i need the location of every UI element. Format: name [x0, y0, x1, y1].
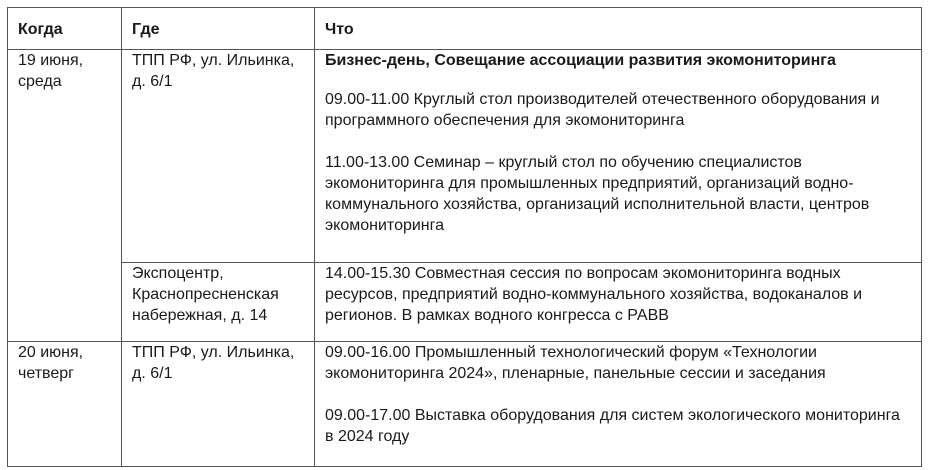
event-cell [315, 50, 922, 263]
header-row [8, 8, 922, 50]
header-what: Что [315, 8, 922, 50]
schedule-table [7, 7, 922, 467]
event-item: 09.00-17.00 Выставка оборудования для систем экологического мониторинга в 2024 году [325, 407, 900, 445]
venue-cell-tpp: ТПП РФ, ул. Ильинка, д. 6/1 [122, 342, 315, 467]
event-item: 09.00-16.00 Промышленный технологический форум «Технологии экомониторинга 2024», пленарные, панельные сессии и заседания [325, 344, 826, 382]
event-title: Бизнес-день, Совещание ассоциации развития экомониторинга [325, 52, 836, 69]
event-cell [315, 263, 922, 342]
event-item: 09.00-11.00 Круглый стол производителей отечественного оборудования и программного обеспечения для экомониторинга [325, 91, 880, 129]
date-cell-june-20: 20 июня, четверг [8, 342, 122, 467]
table-row [8, 263, 922, 342]
venue-cell-expocentre: Экспоцентр, Краснопресненская набережная, д. 14 [122, 263, 315, 342]
date-cell-june-19: 19 июня, среда [8, 50, 122, 342]
event-item: 11.00-13.00 Семинар – круглый стол по обучению специалистов экомониторинга для промышленных предприятий, организаций водно-коммунального хозяйства, организаций исполнительной власти, центров экомониторинга [325, 154, 870, 234]
event-cell [315, 342, 922, 467]
header-when: Когда [8, 8, 122, 50]
header-where: Где [122, 8, 315, 50]
event-item: 14.00-15.30 Совместная сессия по вопросам экомониторинга водных ресурсов, предприятий водно-коммунального хозяйства, водоканалов и регионов. В рамках водного конгресса с РАВВ [325, 265, 863, 324]
table-row [8, 342, 922, 467]
venue-cell-tpp: ТПП РФ, ул. Ильинка, д. 6/1 [122, 50, 315, 263]
table-row [8, 50, 922, 263]
